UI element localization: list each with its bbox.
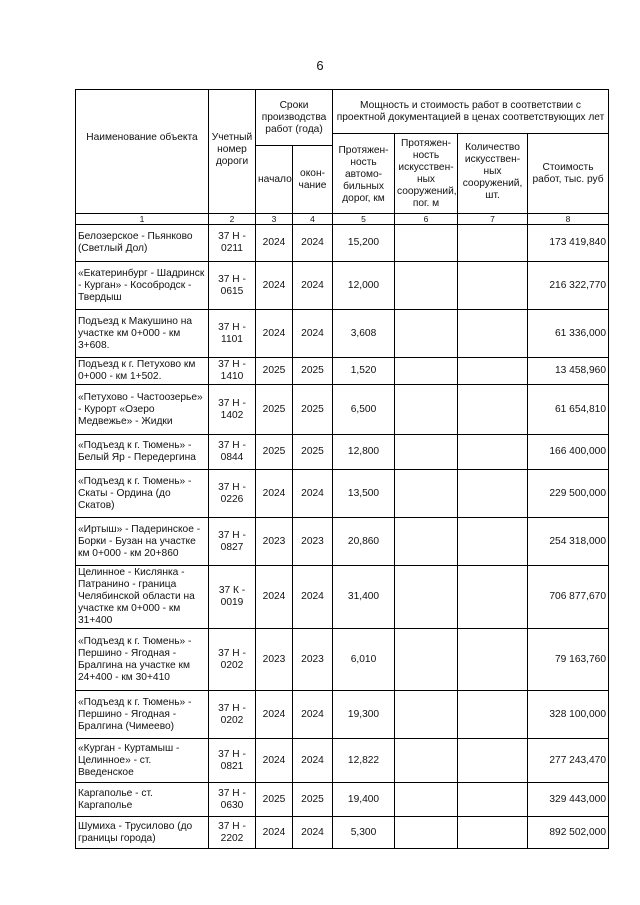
row-end-year: 2024 (293, 817, 333, 849)
table-row (76, 817, 609, 849)
column-number: 1 (76, 214, 209, 225)
table-row (76, 783, 609, 817)
table-body (76, 225, 609, 849)
column-numbers-row (76, 214, 609, 225)
header-capacity: Мощность и стоимость работ в соответствии с проектной документацией в ценах соответствующих лет (333, 90, 609, 134)
row-start-year: 2023 (256, 518, 293, 566)
row-end-year: 2024 (293, 225, 333, 262)
row-end-year: 2025 (293, 358, 333, 385)
table-row (76, 629, 609, 691)
row-end-year: 2024 (293, 310, 333, 358)
header-terms: Сроки производства работ (года) (256, 90, 333, 146)
header-start: начало (256, 146, 293, 214)
row-cost: 254 318,000 (528, 518, 609, 566)
row-structure-length (395, 262, 458, 310)
row-structure-count (458, 470, 528, 518)
row-road-code: 37 Н - 0821 (209, 739, 256, 783)
header-struct-count: Количество искусствен-ных сооружений, шт. (458, 134, 528, 214)
row-structure-length (395, 385, 458, 435)
column-number: 8 (528, 214, 609, 225)
row-end-year: 2025 (293, 435, 333, 470)
row-name: «Подъезд к г. Тюмень» - Белый Яр - Передергина (76, 435, 209, 470)
row-cost: 329 443,000 (528, 783, 609, 817)
row-road-length: 6,500 (333, 385, 395, 435)
row-road-length: 12,000 (333, 262, 395, 310)
header-length: Протяжен-ность автомо-бильных дорог, км (333, 134, 395, 214)
row-end-year: 2023 (293, 629, 333, 691)
row-name: Каргаполье - ст. Каргаполье (76, 783, 209, 817)
row-name: «Петухово - Частоозерье» - Курорт «Озеро Медвежье» - Жидки (76, 385, 209, 435)
row-name: «Подъезд к г. Тюмень» - Першино - Ягодная - Бралгина на участке км 24+400 - км 30+410 (76, 629, 209, 691)
table-row (76, 225, 609, 262)
row-road-length: 20,860 (333, 518, 395, 566)
row-road-code: 37 Н - 0226 (209, 470, 256, 518)
row-road-code: 37 Н - 2202 (209, 817, 256, 849)
row-name: «Подъезд к г. Тюмень» - Скаты - Ордина (до Скатов) (76, 470, 209, 518)
row-cost: 328 100,000 (528, 691, 609, 739)
row-cost: 13 458,960 (528, 358, 609, 385)
column-number: 4 (293, 214, 333, 225)
row-start-year: 2024 (256, 817, 293, 849)
row-road-length: 3,608 (333, 310, 395, 358)
row-start-year: 2024 (256, 225, 293, 262)
row-end-year: 2025 (293, 385, 333, 435)
page-number: 6 (316, 58, 324, 73)
row-cost: 79 163,760 (528, 629, 609, 691)
row-start-year: 2025 (256, 783, 293, 817)
row-structure-length (395, 310, 458, 358)
row-road-length: 5,300 (333, 817, 395, 849)
row-structure-length (395, 817, 458, 849)
row-cost: 229 500,000 (528, 470, 609, 518)
row-name: Шумиха - Трусилово (до границы города) (76, 817, 209, 849)
row-road-code: 37 Н - 1410 (209, 358, 256, 385)
row-structure-count (458, 566, 528, 629)
row-road-code: 37 Н - 0827 (209, 518, 256, 566)
row-structure-count (458, 310, 528, 358)
row-road-code: 37 Н - 0202 (209, 691, 256, 739)
table-row (76, 358, 609, 385)
row-cost: 216 322,770 (528, 262, 609, 310)
row-road-code: 37 Н - 0615 (209, 262, 256, 310)
column-number: 7 (458, 214, 528, 225)
row-structure-count (458, 817, 528, 849)
row-road-code: 37 Н - 0211 (209, 225, 256, 262)
row-road-code: 37 Н - 1402 (209, 385, 256, 435)
table-row (76, 435, 609, 470)
row-cost: 277 243,470 (528, 739, 609, 783)
row-road-code: 37 Н - 1101 (209, 310, 256, 358)
column-number: 3 (256, 214, 293, 225)
row-name: «Екатеринбург - Шадринск - Курган» - Кособродск - Твердыш (76, 262, 209, 310)
row-road-code: 37 Н - 0630 (209, 783, 256, 817)
row-name: Целинное - Кислянка - Патранино - граница Челябинской области на участке км 0+000 - км 31+400 (76, 566, 209, 629)
table-row (76, 739, 609, 783)
row-structure-length (395, 629, 458, 691)
table-row (76, 385, 609, 435)
row-structure-count (458, 783, 528, 817)
row-road-length: 12,822 (333, 739, 395, 783)
table-row (76, 566, 609, 629)
table-row (76, 518, 609, 566)
row-end-year: 2024 (293, 739, 333, 783)
objects-table (75, 89, 609, 849)
row-structure-length (395, 470, 458, 518)
table-row (76, 691, 609, 739)
row-start-year: 2024 (256, 310, 293, 358)
row-name: «Курган - Куртамыш - Целинное» - ст. Введенское (76, 739, 209, 783)
column-number: 5 (333, 214, 395, 225)
row-road-length: 13,500 (333, 470, 395, 518)
row-start-year: 2024 (256, 691, 293, 739)
header-name: Наименование объекта (76, 90, 209, 214)
row-structure-count (458, 518, 528, 566)
row-cost: 173 419,840 (528, 225, 609, 262)
row-road-length: 12,800 (333, 435, 395, 470)
row-start-year: 2024 (256, 566, 293, 629)
row-start-year: 2024 (256, 262, 293, 310)
row-start-year: 2025 (256, 358, 293, 385)
row-structure-count (458, 739, 528, 783)
header-end: окон-чание (293, 146, 333, 214)
row-start-year: 2024 (256, 470, 293, 518)
row-structure-count (458, 358, 528, 385)
row-end-year: 2024 (293, 262, 333, 310)
row-end-year: 2025 (293, 783, 333, 817)
header-code: Учетный номер дороги (209, 90, 256, 214)
row-road-length: 15,200 (333, 225, 395, 262)
header-cost: Стоимость работ, тыс. руб (528, 134, 609, 214)
row-structure-count (458, 385, 528, 435)
row-cost: 61 654,810 (528, 385, 609, 435)
row-road-length: 6,010 (333, 629, 395, 691)
row-start-year: 2024 (256, 739, 293, 783)
row-structure-length (395, 739, 458, 783)
row-structure-count (458, 225, 528, 262)
row-structure-count (458, 691, 528, 739)
row-structure-length (395, 518, 458, 566)
row-end-year: 2024 (293, 470, 333, 518)
row-name: Подъезд к Макушино на участке км 0+000 - км 3+608. (76, 310, 209, 358)
row-road-code: 37 Н - 0844 (209, 435, 256, 470)
row-road-length: 19,400 (333, 783, 395, 817)
row-structure-count (458, 629, 528, 691)
row-start-year: 2023 (256, 629, 293, 691)
row-structure-count (458, 262, 528, 310)
row-cost: 892 502,000 (528, 817, 609, 849)
row-road-code: 37 Н - 0202 (209, 629, 256, 691)
table-header (76, 90, 609, 225)
row-end-year: 2024 (293, 691, 333, 739)
row-end-year: 2024 (293, 566, 333, 629)
row-cost: 166 400,000 (528, 435, 609, 470)
header-struct-length: Протяжен-ность искусствен-ных сооружений, пог. м (395, 134, 458, 214)
row-cost: 61 336,000 (528, 310, 609, 358)
row-end-year: 2023 (293, 518, 333, 566)
row-structure-count (458, 435, 528, 470)
row-start-year: 2025 (256, 385, 293, 435)
row-structure-length (395, 435, 458, 470)
row-start-year: 2025 (256, 435, 293, 470)
row-structure-length (395, 566, 458, 629)
row-road-length: 1,520 (333, 358, 395, 385)
row-name: «Подъезд к г. Тюмень» - Першино - Ягодная - Бралгина (Чимеево) (76, 691, 209, 739)
row-structure-length (395, 225, 458, 262)
row-road-length: 19,300 (333, 691, 395, 739)
row-name: Белозерское - Пьянково (Светлый Дол) (76, 225, 209, 262)
row-name: «Иртыш» - Падеринское - Борки - Бузан на участке км 0+000 - км 20+860 (76, 518, 209, 566)
row-structure-length (395, 691, 458, 739)
table-row (76, 310, 609, 358)
table-row (76, 470, 609, 518)
column-number: 6 (395, 214, 458, 225)
row-road-code: 37 К - 0019 (209, 566, 256, 629)
row-structure-length (395, 358, 458, 385)
row-cost: 706 877,670 (528, 566, 609, 629)
table-row (76, 262, 609, 310)
row-road-length: 31,400 (333, 566, 395, 629)
column-number: 2 (209, 214, 256, 225)
row-structure-length (395, 783, 458, 817)
row-name: Подъезд к г. Петухово км 0+000 - км 1+502. (76, 358, 209, 385)
